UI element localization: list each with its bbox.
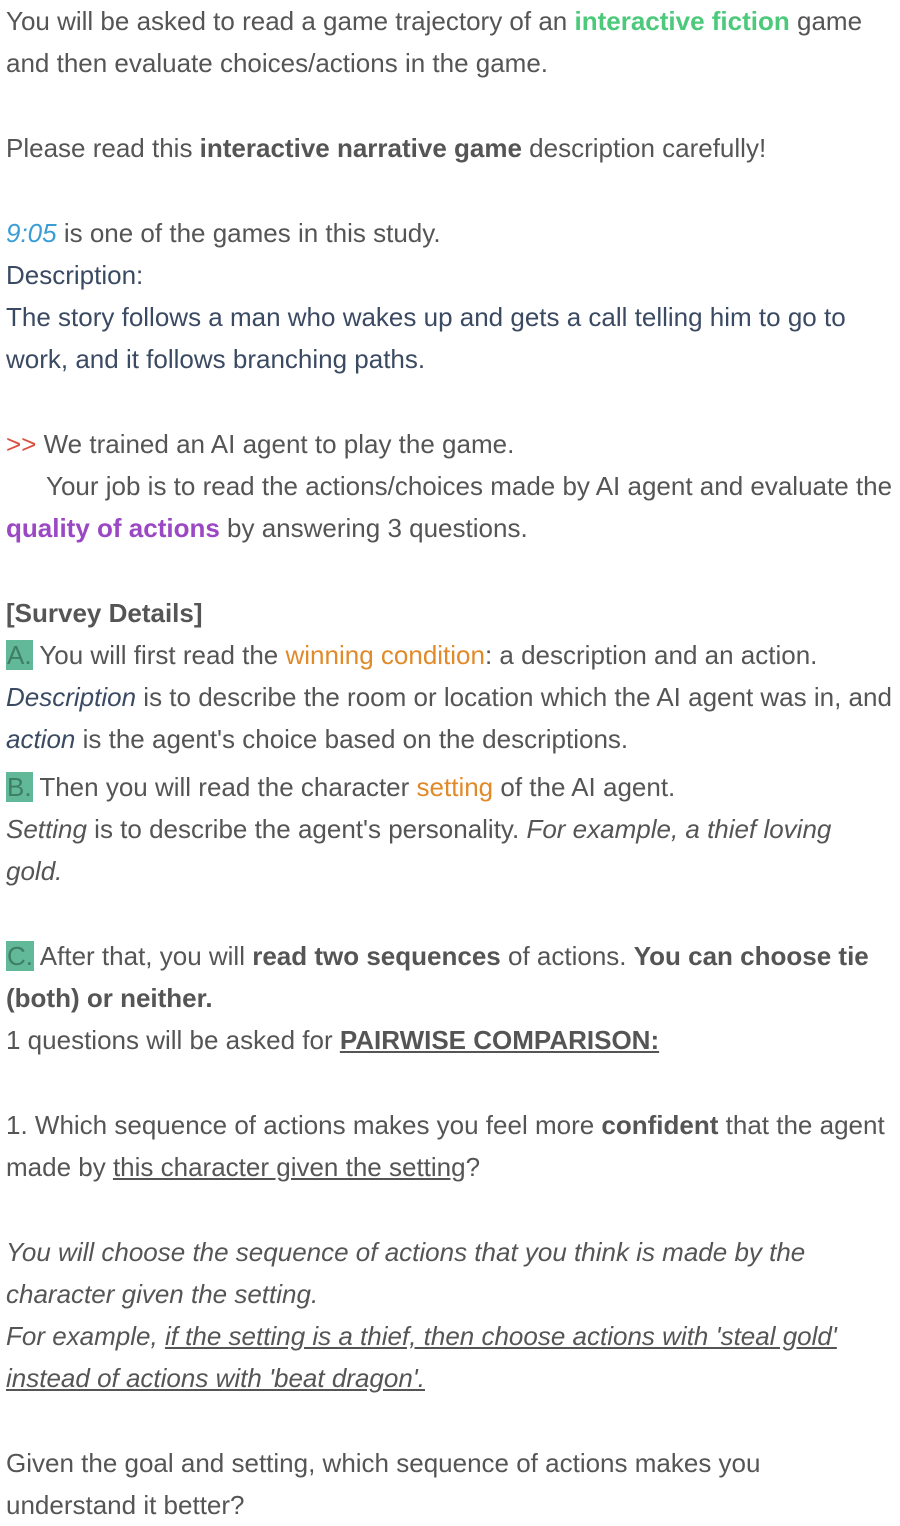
intro-paragraph: You will be asked to read a game trajectory of an interactive fiction game and then evaluate choices/actions in the game. xyxy=(6,6,863,78)
setting-highlight: setting xyxy=(416,772,494,802)
section-c-paragraph: C. After that, you will read two sequences of actions. You can choose tie (both) or neither. xyxy=(6,941,869,1013)
section-c-badge: C. xyxy=(7,941,33,971)
game-name-line: 9:05 is one of the games in this study. xyxy=(6,218,441,248)
final-question: Given the goal and setting, which sequence of actions makes you understand it better? xyxy=(6,1448,761,1520)
interactive-fiction-highlight: interactive fiction xyxy=(574,6,790,36)
arrow-marker-icon: >> xyxy=(6,429,37,459)
survey-details-heading: [Survey Details] xyxy=(6,598,203,628)
section-a-detail: Description is to describe the room or location which the AI agent was in, and action is the agent's choice based on the descriptions. xyxy=(6,682,892,754)
example-instruction: For example, if the setting is a thief, then choose actions with 'steal gold' instead of actions with 'beat dragon'. xyxy=(6,1321,837,1393)
quality-highlight: quality of actions xyxy=(6,513,220,543)
agent-intro-line: >> We trained an AI agent to play the game. xyxy=(6,429,515,459)
section-b-paragraph: B. Then you will read the character setting of the AI agent. xyxy=(7,772,676,802)
pairwise-line: 1 questions will be asked for PAIRWISE COMPARISON: xyxy=(6,1025,660,1055)
game-name: 9:05 xyxy=(6,218,57,248)
choose-instruction: You will choose the sequence of actions that you think is made by the character given the setting. xyxy=(6,1237,806,1309)
winning-condition-highlight: winning condition xyxy=(285,640,485,670)
section-b-detail: Setting is to describe the agent's personality. For example, a thief loving gold. xyxy=(6,814,832,886)
game-description: The story follows a man who wakes up and gets a call telling him to go to work, and it follows branching paths. xyxy=(6,302,846,374)
description-label: Description: xyxy=(6,260,144,290)
pairwise-comparison-label: PAIRWISE COMPARISON: xyxy=(339,1025,660,1055)
section-a-paragraph: A. You will first read the winning condition: a description and an action. xyxy=(7,640,818,670)
section-a-badge: A. xyxy=(7,640,32,670)
section-b-badge: B. xyxy=(7,772,32,802)
question-1: 1. Which sequence of actions makes you feel more confident that the agent made by this character given the setting? xyxy=(6,1110,885,1182)
agent-job-paragraph: Your job is to read the actions/choices made by AI agent and evaluate the quality of actions by answering 3 questions. xyxy=(6,471,893,543)
read-carefully-paragraph: Please read this interactive narrative game description carefully! xyxy=(6,133,767,163)
